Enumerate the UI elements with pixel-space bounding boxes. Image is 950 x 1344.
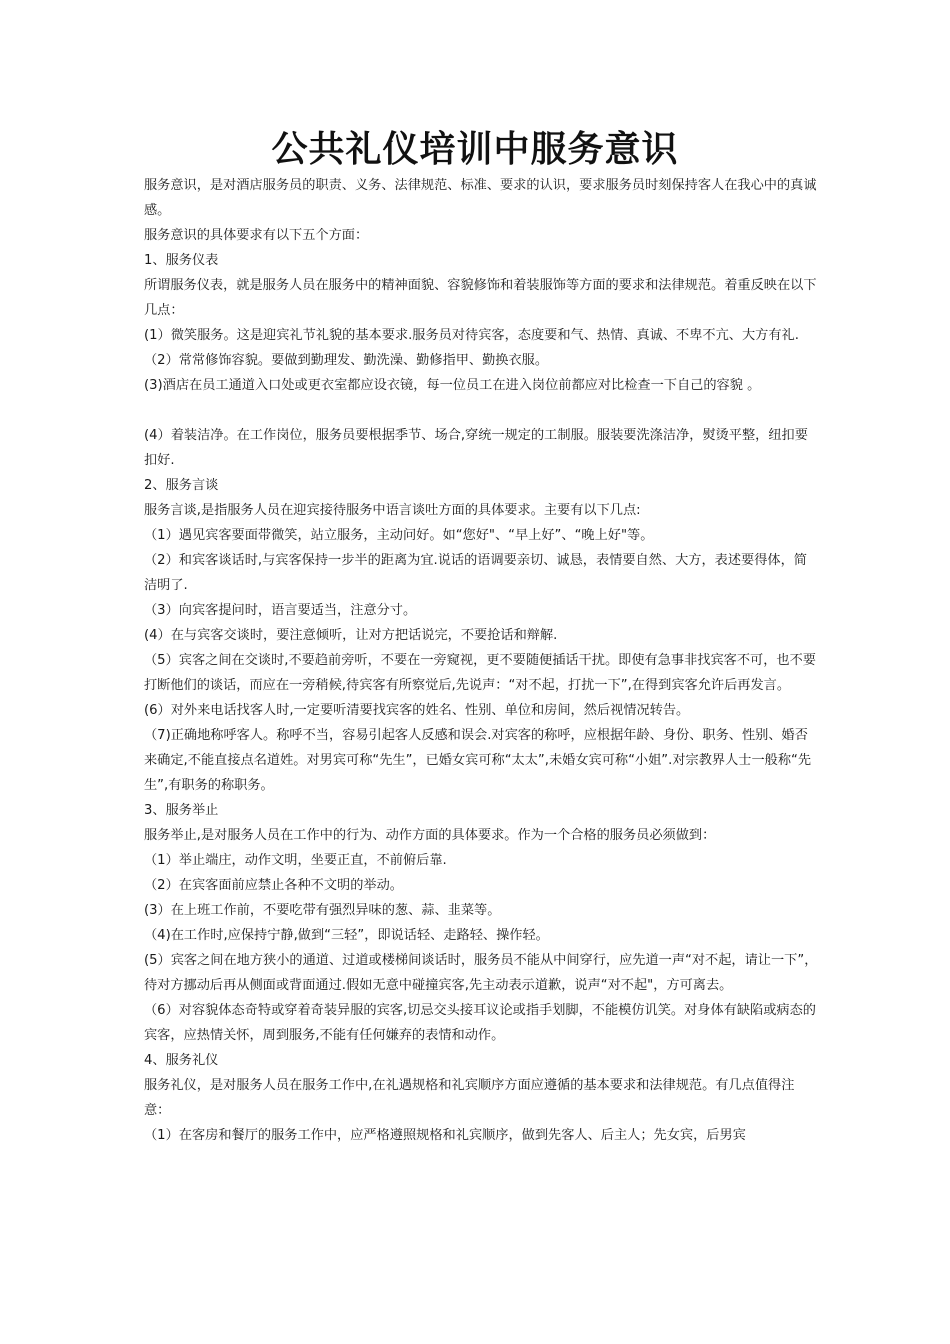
body-paragraph: 服务言谈,是指服务人员在迎宾接待服务中语言谈吐方面的具体要求。主要有以下几点: bbox=[144, 503, 641, 518]
body-paragraph: (1）微笑服务。这是迎宾礼节礼貌的基本要求.服务员对待宾客，态度要和气、热情、真诚、不卑不亢、大方有礼. bbox=[144, 328, 799, 343]
body-paragraph: 3、服务举止 bbox=[144, 803, 219, 818]
body-paragraph: （2）和宾客谈话时,与宾客保持一步半的距离为宜.说话的语调要亲切、诚恳，表情要自然、大方，表述要得体，简洁明了. bbox=[144, 553, 807, 593]
body-paragraph: (4）在与宾客交谈时，要注意倾听，让对方把话说完，不要抢话和辩解. bbox=[144, 628, 558, 643]
body-paragraph: （4)在工作时,应保持宁静,做到“三轻”，即说话轻、走路轻、操作轻。 bbox=[144, 928, 549, 943]
body-paragraph: 服务礼仪，是对服务人员在服务工作中,在礼遇规格和礼宾顺序方面应遵循的基本要求和法律规范。有几点值得注意： bbox=[144, 1078, 795, 1118]
body-paragraph: (3)酒店在员工通道入口处或更衣室都应设衣镜，每一位员工在进入岗位前都应对比检查一下自己的容貌 。 bbox=[144, 378, 761, 393]
body-paragraph: (3）在上班工作前，不要吃带有强烈异味的葱、蒜、韭菜等。 bbox=[144, 903, 501, 918]
body-paragraph: (6）对外来电话找客人时,一定要听清要找宾客的姓名、性别、单位和房间，然后视情况转告。 bbox=[144, 703, 690, 718]
body-paragraph: (5）宾客之间在地方狭小的通道、过道或楼梯间谈话时，服务员不能从中间穿行，应先道一声“对不起，请让一下”，待对方挪动后再从侧面或背面通过.假如无意中碰撞宾客,先主动表示道歉，说声“对不起"，方可离去。 bbox=[144, 953, 818, 993]
body-paragraph: （6）对容貌体态奇特或穿着奇装异服的宾客,切忌交头接耳议论或指手划脚，不能模仿讥笑。对身体有缺陷或病态的宾客，应热情关怀，周到服务,不能有任何嫌弃的表情和动作。 bbox=[144, 1003, 816, 1043]
document-title: 公共礼仪培训中服务意识 bbox=[271, 129, 679, 170]
body-paragraph: (4）着装洁净。在工作岗位，服务员要根据季节、场合,穿统一规定的工制服。服装要洗涤洁净，熨烫平整，纽扣要扣好. bbox=[144, 428, 808, 468]
body-paragraph: 4、服务礼仪 bbox=[144, 1053, 219, 1068]
body-paragraph: （2）常常修饰容貌。要做到勤理发、勤洗澡、勤修指甲、勤换衣服。 bbox=[144, 353, 549, 368]
body-paragraph: 服务意识的具体要求有以下五个方面： bbox=[144, 228, 369, 243]
body-paragraph: 1、服务仪表 bbox=[144, 253, 219, 268]
body-paragraph: （3）向宾客提问时，语言要适当，注意分寸。 bbox=[144, 603, 417, 618]
body-paragraph: （7)正确地称呼客人。称呼不当，容易引起客人反感和误会.对宾客的称呼，应根据年龄、身份、职务、性别、婚否来确定,不能直接点名道姓。对男宾可称“先生”，已婚女宾可称“太太”,未婚女宾可称“小姐”.对宗教界人士一般称“先生”,有职务的称职务。 bbox=[144, 728, 812, 793]
body-paragraph: （1）举止端庄，动作文明，坐要正直，不前俯后靠. bbox=[144, 853, 447, 868]
body-paragraph: 所谓服务仪表，就是服务人员在服务中的精神面貌、容貌修饰和着装服饰等方面的要求和法律规范。着重反映在以下几点： bbox=[144, 278, 817, 318]
body-paragraph: （5）宾客之间在交谈时,不要趋前旁听，不要在一旁窥视，更不要随便插话干扰。即使有急事非找宾客不可，也不要打断他们的谈话，而应在一旁稍候,待宾客有所察觉后,先说声：“对不起，打扰一下”,在得到宾客允许后再发言。 bbox=[144, 653, 816, 693]
body-paragraph: 服务意识，是对酒店服务员的职责、义务、法律规范、标准、要求的认识，要求服务员时刻保持客人在我心中的真诚感。 bbox=[144, 178, 817, 218]
blank-line bbox=[144, 398, 820, 423]
body-paragraph: （1）遇见宾客要面带微笑，站立服务，主动问好。如“您好"、“早上好”、“晚上好"等。 bbox=[144, 528, 654, 543]
body-paragraph: （2）在宾客面前应禁止各种不文明的举动。 bbox=[144, 878, 403, 893]
body-paragraph: 服务举止,是对服务人员在工作中的行为、动作方面的具体要求。作为一个合格的服务员必须做到： bbox=[144, 828, 716, 843]
body-paragraph: 2、服务言谈 bbox=[144, 478, 219, 493]
document-body bbox=[144, 173, 820, 1148]
body-paragraph: （1）在客房和餐厅的服务工作中，应严格遵照规格和礼宾顺序，做到先客人、后主人；先女宾，后男宾 bbox=[144, 1128, 746, 1143]
